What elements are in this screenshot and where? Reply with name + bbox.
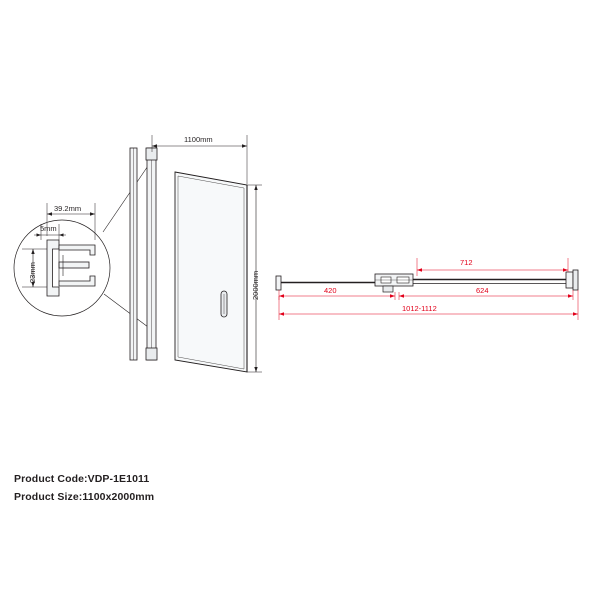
label-plan-420: 420 — [324, 286, 337, 295]
dim-plan-420 — [279, 290, 395, 300]
label-door-height: 2000mm — [251, 270, 260, 300]
label-profile-width: 39.2mm — [54, 204, 82, 213]
label-plan-total: 1012-1112 — [402, 304, 437, 313]
door-elevation-view — [130, 135, 262, 372]
label-profile-height: 23mm — [28, 262, 37, 283]
product-size-line: Product Size:1100x2000mm — [14, 491, 155, 503]
label-plan-624: 624 — [476, 286, 489, 295]
label-plan-712: 712 — [460, 258, 473, 267]
product-info-block — [14, 470, 154, 506]
plan-hinge-assembly — [375, 274, 413, 292]
label-profile-thickness: 5mm — [40, 224, 57, 233]
profile-cross-section — [47, 240, 95, 296]
label-door-width: 1100mm — [184, 135, 213, 144]
product-code-line: Product Code:VDP-1E1011 — [14, 473, 150, 485]
dim-plan-712 — [417, 258, 568, 276]
door-handle — [221, 291, 227, 317]
